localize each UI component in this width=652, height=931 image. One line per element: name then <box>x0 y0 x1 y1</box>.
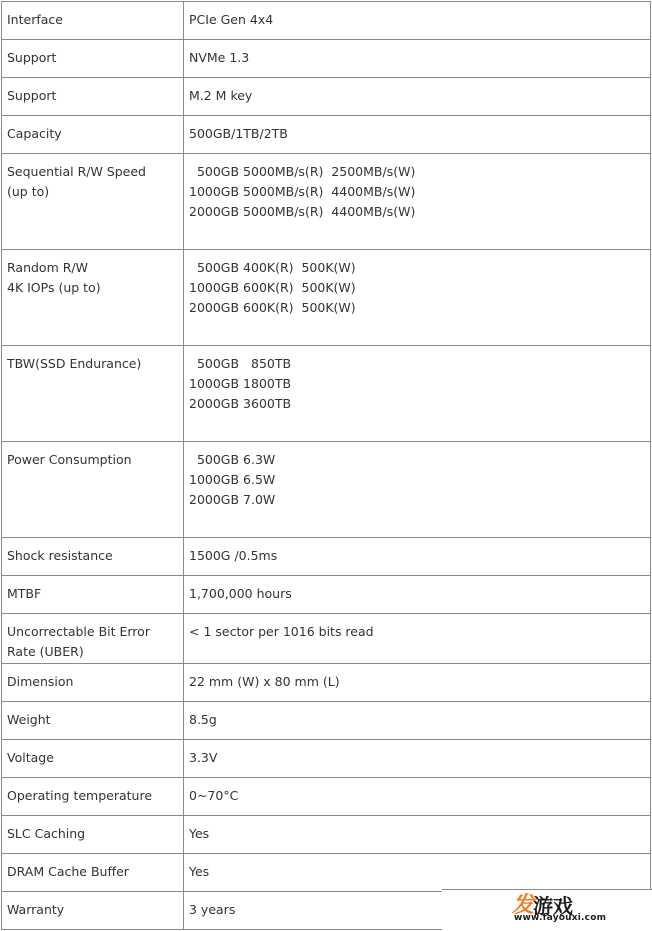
row-label: Interface <box>2 2 184 40</box>
row-value: 1,700,000 hours <box>184 576 651 614</box>
row-label: Dimension <box>2 664 184 702</box>
row-label: Voltage <box>2 740 184 778</box>
table-row <box>2 614 651 664</box>
row-label: Support <box>2 78 184 116</box>
site-watermark <box>442 889 652 931</box>
row-value: 500GB 400K(R) 500K(W) 1000GB 600K(R) 500K(W) 2000GB 600K(R) 500K(W) <box>184 250 651 346</box>
row-label: Capacity <box>2 116 184 154</box>
row-value: Yes <box>184 854 651 892</box>
row-value: 500GB 6.3W 1000GB 6.5W 2000GB 7.0W <box>184 442 651 538</box>
row-label: SLC Caching <box>2 816 184 854</box>
table-row <box>2 816 651 854</box>
row-value: 500GB/1TB/2TB <box>184 116 651 154</box>
row-value: 0~70°C <box>184 778 651 816</box>
row-label: Weight <box>2 702 184 740</box>
row-value: M.2 M key <box>184 78 651 116</box>
row-label: Uncorrectable Bit Error Rate (UBER) <box>2 614 184 664</box>
table-row <box>2 702 651 740</box>
row-value: 500GB 5000MB/s(R) 2500MB/s(W) 1000GB 5000MB/s(R) 4400MB/s(W) 2000GB 5000MB/s(R) 4400MB/s(W) <box>184 154 651 250</box>
table-row <box>2 40 651 78</box>
table-row <box>2 740 651 778</box>
spec-table <box>1 1 651 930</box>
table-row <box>2 346 651 442</box>
table-row <box>2 538 651 576</box>
row-label: Shock resistance <box>2 538 184 576</box>
row-value: 8.5g <box>184 702 651 740</box>
table-row <box>2 778 651 816</box>
row-value: Yes <box>184 816 651 854</box>
row-label: Sequential R/W Speed (up to) <box>2 154 184 250</box>
table-row <box>2 116 651 154</box>
row-label: DRAM Cache Buffer <box>2 854 184 892</box>
table-row <box>2 664 651 702</box>
watermark-logo-char: 发 <box>512 893 534 918</box>
row-value: 3.3V <box>184 740 651 778</box>
row-label: TBW(SSD Endurance) <box>2 346 184 442</box>
row-label: Warranty <box>2 892 184 930</box>
row-value: < 1 sector per 1016 bits read <box>184 614 651 664</box>
table-row <box>2 854 651 892</box>
row-label: Operating temperature <box>2 778 184 816</box>
row-value: 22 mm (W) x 80 mm (L) <box>184 664 651 702</box>
table-row <box>2 154 651 250</box>
table-row <box>2 250 651 346</box>
row-value: 1500G /0.5ms <box>184 538 651 576</box>
table-row <box>2 2 651 40</box>
row-value: PCIe Gen 4x4 <box>184 2 651 40</box>
row-label: Power Consumption <box>2 442 184 538</box>
watermark-url: www.fayouxi.com <box>514 913 607 923</box>
table-row <box>2 78 651 116</box>
row-value: 500GB 850TB 1000GB 1800TB 2000GB 3600TB <box>184 346 651 442</box>
row-value: NVMe 1.3 <box>184 40 651 78</box>
watermark-logo-text: 游戏 <box>533 894 574 918</box>
table-row <box>2 442 651 538</box>
row-label: Support <box>2 40 184 78</box>
row-label: MTBF <box>2 576 184 614</box>
table-row <box>2 576 651 614</box>
row-value: 3 years <box>184 892 651 930</box>
row-label: Random R/W 4K IOPs (up to) <box>2 250 184 346</box>
